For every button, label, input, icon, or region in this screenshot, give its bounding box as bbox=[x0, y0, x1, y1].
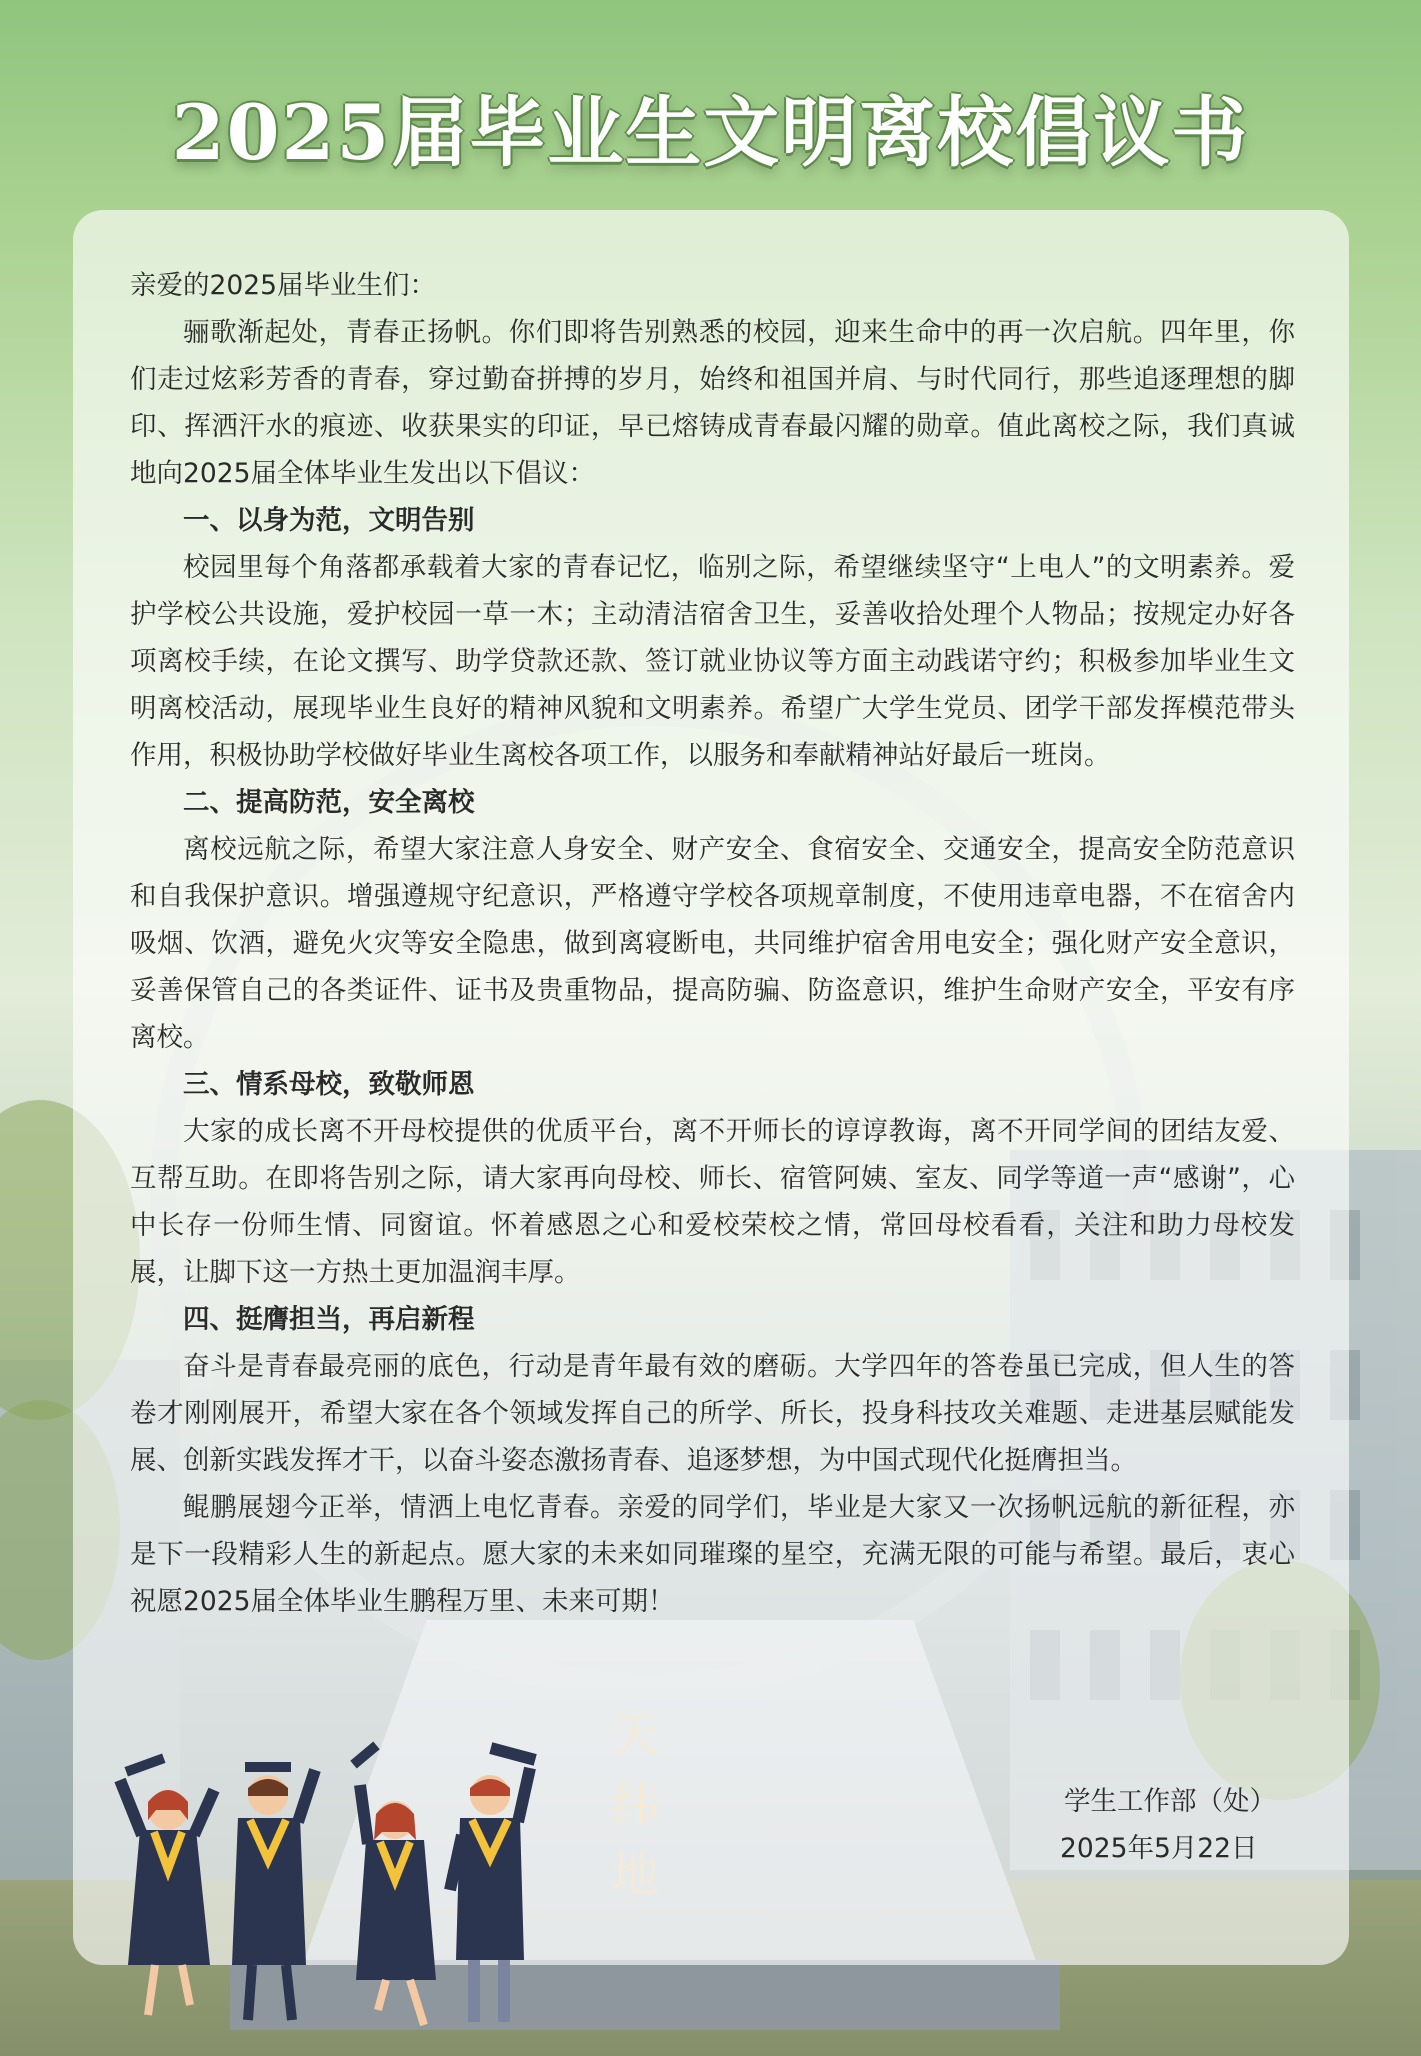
signature-block bbox=[1060, 1778, 1300, 1872]
section-heading-2: 二、提高防范，安全离校 bbox=[183, 787, 475, 818]
section-paragraph-3: 大家的成长离不开母校提供的优质平台，离不开师长的谆谆教诲，离不开同学间的团结友爱、互帮互助。在即将告别之际，请大家再向母校、师长、宿管阿姨、室友、同学等道一声“感谢”，心中长存一份师生情、同窗谊。怀着感恩之心和爱校荣校之情，常回母校看看，关注和助力母校发展，让脚下这一方热土更加温润丰厚。 bbox=[130, 1116, 1295, 1288]
section-heading-1: 一、以身为范，文明告别 bbox=[183, 505, 475, 536]
graduate-figure-4 bbox=[450, 1742, 537, 2022]
graduate-figure-3 bbox=[350, 1742, 436, 2025]
signature-date: 2025年5月22日 bbox=[1060, 1833, 1258, 1864]
section-heading-3: 三、情系母校，致敬师恩 bbox=[183, 1069, 475, 1100]
section-paragraph-1: 校园里每个角落都承载着大家的青春记忆，临别之际，希望继续坚守“上电人”的文明素养。爱护学校公共设施，爱护校园一草一木；主动清洁宿舍卫生，妥善收拾处理个人物品；按规定办好各项离校手续，在论文撰写、助学贷款还款、签订就业协议等方面主动践诺守约；积极参加毕业生文明离校活动，展现毕业生良好的精神风貌和文明素养。希望广大学生党员、团学干部发挥模范带头作用，积极协助学校做好毕业生离校各项工作，以服务和奉献精神站好最后一班岗。 bbox=[130, 552, 1295, 771]
section-heading-4: 四、挺膺担当，再启新程 bbox=[183, 1304, 475, 1335]
section-paragraph-2: 离校远航之际，希望大家注意人身安全、财产安全、食宿安全、交通安全，提高安全防范意识和自我保护意识。增强遵规守纪意识，严格遵守学校各项规章制度，不使用违章电器，不在宿舍内吸烟、饮酒，避免火灾等安全隐患，做到离寝断电，共同维护宿舍用电安全；强化财产安全意识，妥善保管自己的各类证件、证书及贵重物品，提高防骗、防盗意识，维护生命财产安全，平安有序离校。 bbox=[130, 834, 1295, 1053]
closing-paragraph: 鲲鹏展翅今正举，情洒上电忆青春。亲爱的同学们，毕业是大家又一次扬帆远航的新征程，亦是下一段精彩人生的新起点。愿大家的未来如同璀璨的星空，充满无限的可能与希望。最后，衷心祝愿2025届全体毕业生鹏程万里、未来可期！ bbox=[130, 1492, 1295, 1617]
signature-department: 学生工作部（处） bbox=[1064, 1786, 1276, 1817]
graduate-figure-2 bbox=[232, 1762, 315, 2020]
greeting: 亲爱的2025届毕业生们： bbox=[130, 270, 436, 301]
intro-paragraph: 骊歌渐起处，青春正扬帆。你们即将告别熟悉的校园，迎来生命中的再一次启航。四年里，你们走过炫彩芳香的青春，穿过勤奋拼搏的岁月，始终和祖国并肩、与时代同行，那些追逐理想的脚印、挥洒汗水的痕迹、收获果实的印证，早已熔铸成青春最闪耀的勋章。值此离校之际，我们真诚地向2025届全体毕业生发出以下倡议： bbox=[130, 317, 1295, 489]
graduate-figure-1 bbox=[120, 1753, 214, 2015]
letter-body bbox=[130, 262, 1295, 1625]
section-paragraph-4: 奋斗是青春最亮丽的底色，行动是青年最有效的磨砺。大学四年的答卷虽已完成，但人生的答卷才刚刚展开，希望大家在各个领域发挥自己的所学、所长，投身科技攻关难题、走进基层赋能发展、创新实践发挥才干，以奋斗姿态激扬青春、追逐梦想，为中国式现代化挺膺担当。 bbox=[130, 1351, 1295, 1476]
page-title: 2025届毕业生文明离校倡议书 bbox=[171, 88, 1250, 177]
graduate-figures-illustration bbox=[110, 1740, 610, 2040]
